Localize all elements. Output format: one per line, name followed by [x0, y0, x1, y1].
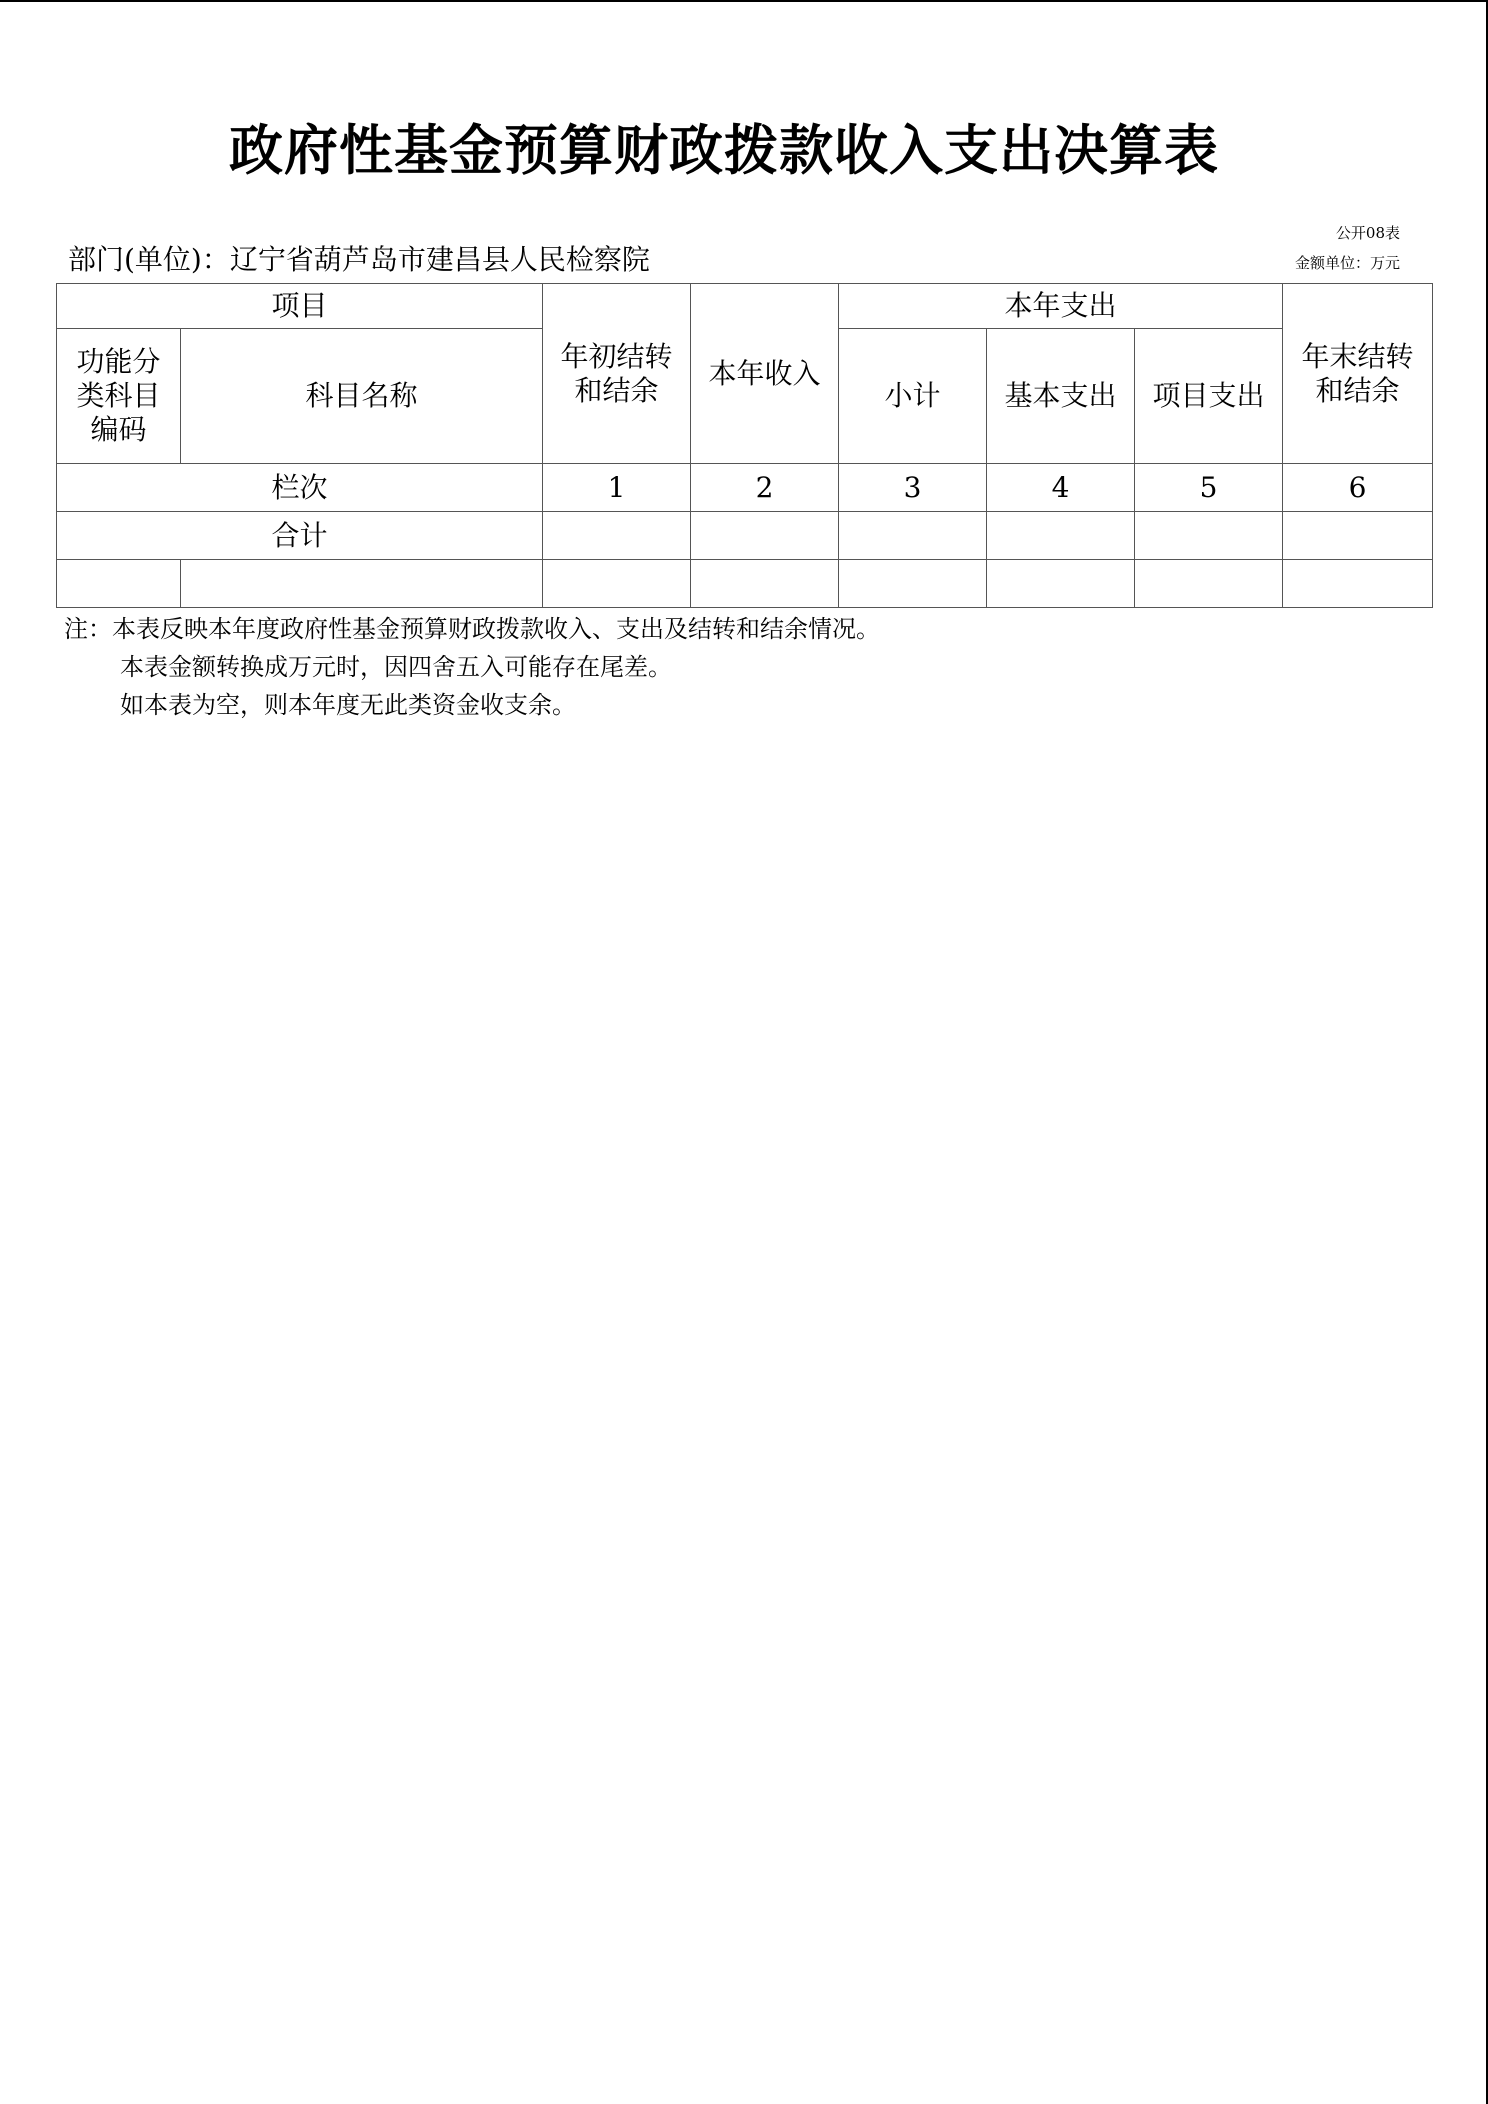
amount-unit: 金额单位：万元 — [1294, 254, 1400, 272]
table-cell — [181, 560, 543, 608]
column-row-label: 栏次 — [57, 464, 543, 512]
column-number: 4 — [987, 464, 1135, 512]
table-cell — [691, 560, 839, 608]
header-code — [57, 329, 181, 464]
header-subject-name: 科目名称 — [181, 329, 543, 464]
notes — [64, 610, 880, 724]
header-end-balance-line1: 年末结转 — [1301, 339, 1414, 373]
column-number-row — [57, 464, 1433, 512]
total-row-label: 合计 — [57, 512, 543, 560]
note-line: 本表金额转换成万元时，因四舍五入可能存在尾差。 — [120, 653, 672, 681]
header-code-line2: 类科目 — [76, 379, 161, 412]
header-end-balance — [1283, 284, 1433, 464]
table-cell — [57, 560, 181, 608]
header-income: 本年收入 — [691, 284, 839, 464]
header-code-line3: 编码 — [90, 413, 147, 446]
header-begin-balance-line1: 年初结转 — [560, 339, 673, 373]
department-label: 部门(单位)：辽宁省葫芦岛市建昌县人民检察院 — [68, 243, 650, 276]
table-cell — [691, 512, 839, 560]
note-line: 注：本表反映本年度政府性基金预算财政拨款收入、支出及结转和结余情况。 — [64, 615, 880, 643]
table-cell — [1135, 512, 1283, 560]
page-top-border — [0, 0, 1488, 2]
header-end-balance-line2: 和结余 — [1315, 373, 1400, 407]
header-code-line1: 功能分 — [76, 345, 161, 378]
table-cell — [987, 560, 1135, 608]
table-cell — [543, 512, 691, 560]
form-number: 公开08表 — [1335, 224, 1400, 242]
header-project: 项目支出 — [1135, 329, 1283, 464]
table-cell — [839, 512, 987, 560]
header-begin-balance — [543, 284, 691, 464]
table-cell — [1283, 512, 1433, 560]
column-number: 3 — [839, 464, 987, 512]
note-line: 如本表为空，则本年度无此类资金收支余。 — [120, 691, 576, 719]
column-number: 6 — [1283, 464, 1433, 512]
table-row — [57, 560, 1433, 608]
header-subtotal: 小计 — [839, 329, 987, 464]
column-number: 2 — [691, 464, 839, 512]
header-row-1 — [57, 284, 1433, 329]
header-begin-balance-line2: 和结余 — [574, 373, 659, 407]
table-cell — [1283, 560, 1433, 608]
table-cell — [1135, 560, 1283, 608]
page-title: 政府性基金预算财政拨款收入支出决算表 — [229, 118, 1219, 182]
column-number: 1 — [543, 464, 691, 512]
header-basic: 基本支出 — [987, 329, 1135, 464]
budget-table — [56, 283, 1433, 608]
column-number: 5 — [1135, 464, 1283, 512]
header-item: 项目 — [57, 284, 543, 329]
total-row — [57, 512, 1433, 560]
table-cell — [543, 560, 691, 608]
table-cell — [987, 512, 1135, 560]
table-cell — [839, 560, 987, 608]
header-expenditure: 本年支出 — [839, 284, 1283, 329]
